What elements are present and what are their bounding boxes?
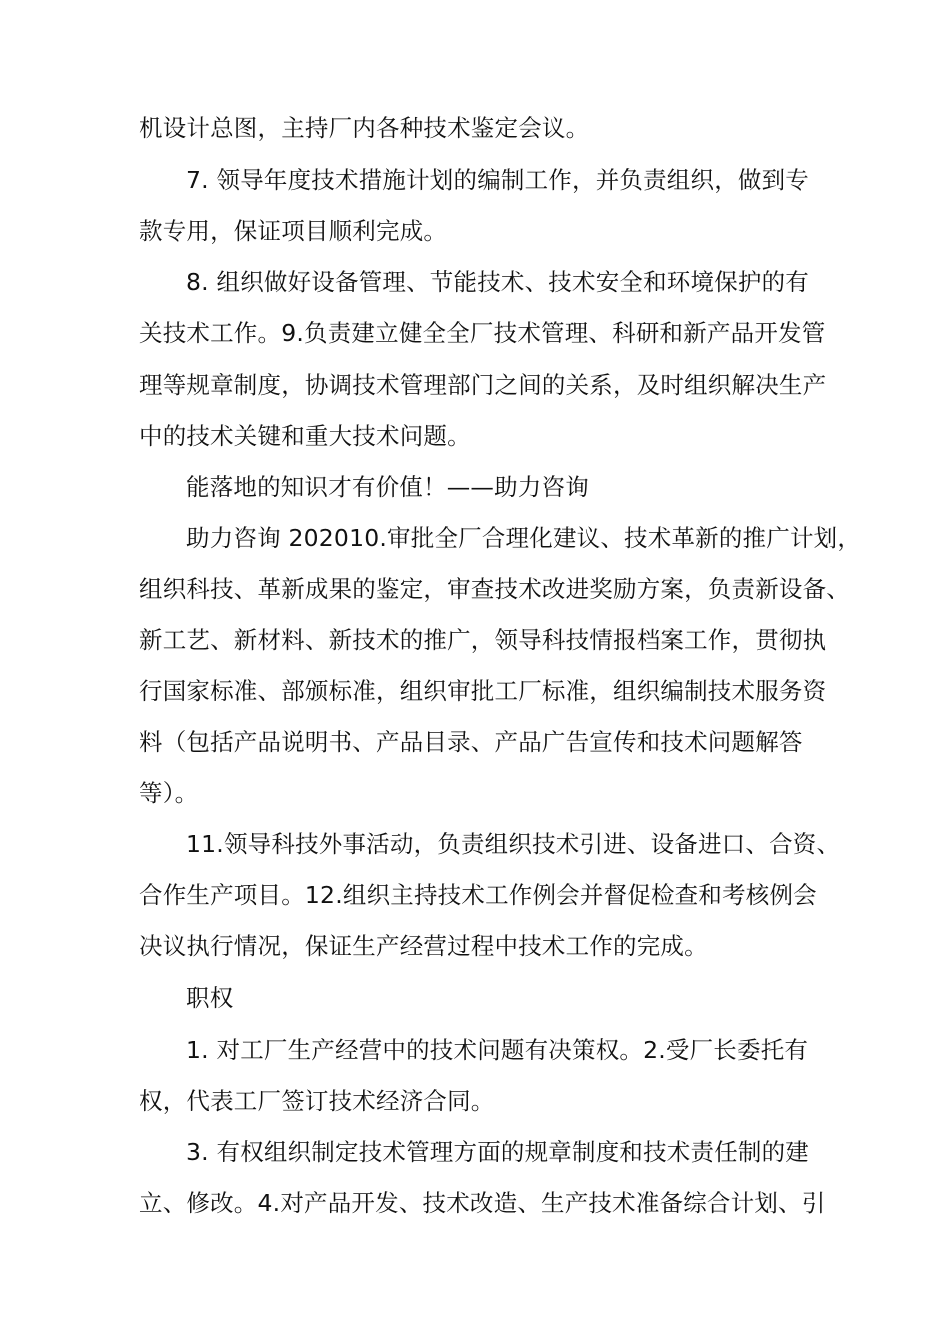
text-line: 助力咨询 202010.审批全厂合理化建议、技术革新的推广计划， (186, 524, 862, 552)
text-line: 决议执行情况，保证生产经营过程中技术工作的完成。 (139, 932, 708, 960)
text-line: 1. 对工厂生产经营中的技术问题有决策权。2.受厂长委托有 (186, 1036, 809, 1064)
text-line: 权，代表工厂签订技术经济合同。 (139, 1087, 495, 1115)
text-line: 机设计总图，主持厂内各种技术鉴定会议。 (139, 114, 590, 142)
text-line: 等）。 (139, 779, 199, 807)
text-line: 新工艺、新材料、新技术的推广，领导科技情报档案工作，贯彻执 (139, 626, 827, 654)
text-line: 理等规章制度，协调技术管理部门之间的关系，及时组织解决生产 (139, 371, 827, 399)
text-line: 11.领导科技外事活动，负责组织技术引进、设备进口、合资、 (186, 830, 841, 858)
text-line: 料（包括产品说明书、产品目录、产品广告宣传和技术问题解答 (139, 728, 803, 756)
text-line: 合作生产项目。12.组织主持技术工作例会并督促检查和考核例会 (139, 881, 817, 909)
text-line: 7. 领导年度技术措施计划的编制工作，并负责组织，做到专 (186, 166, 809, 194)
text-line: 组织科技、革新成果的鉴定，审查技术改进奖励方案，负责新设备、 (139, 575, 850, 603)
text-line: 8. 组织做好设备管理、节能技术、技术安全和环境保护的有 (186, 268, 809, 296)
section-heading: 职权 (186, 984, 234, 1012)
text-line: 能落地的知识才有价值！——助力咨询 (186, 473, 589, 501)
text-line: 立、修改。4.对产品开发、技术改造、生产技术准备综合计划、引 (139, 1189, 826, 1217)
text-line: 中的技术关键和重大技术问题。 (139, 422, 471, 450)
text-line: 3. 有权组织制定技术管理方面的规章制度和技术责任制的建 (186, 1138, 809, 1166)
text-line: 款专用，保证项目顺利完成。 (139, 217, 448, 245)
text-line: 关技术工作。9.负责建立健全全厂技术管理、科研和新产品开发管 (139, 319, 826, 347)
text-line: 行国家标准、部颁标准，组织审批工厂标准，组织编制技术服务资 (139, 677, 827, 705)
